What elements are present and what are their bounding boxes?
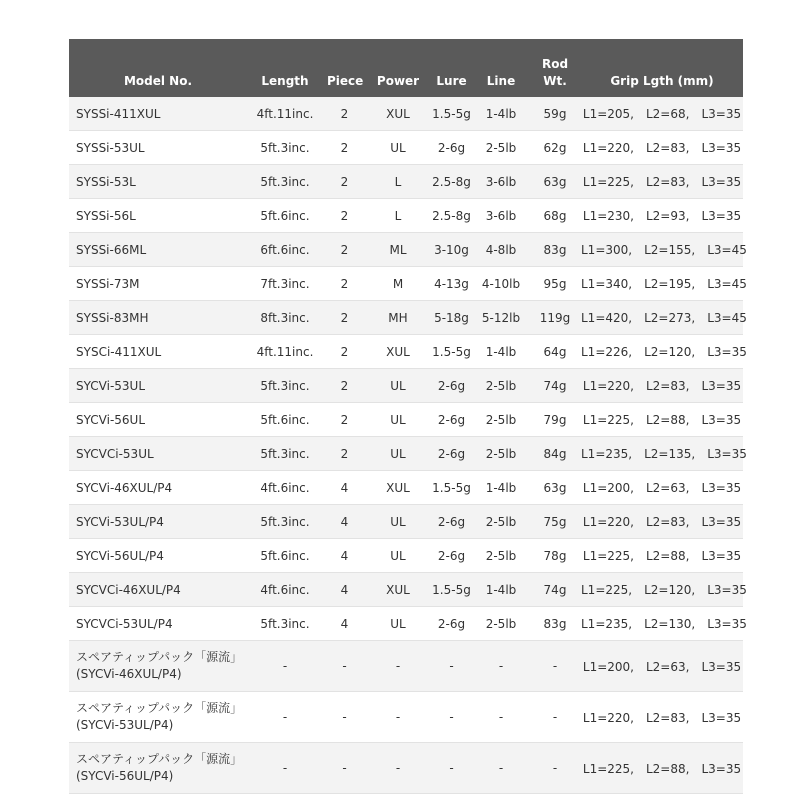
- cell-model-no: SYSSi-53UL: [69, 131, 247, 165]
- cell-power: XUL: [366, 471, 430, 505]
- cell-lure: 1.5-5g: [430, 573, 473, 607]
- cell-piece: 4: [323, 539, 366, 573]
- cell-length: 4ft.6inc.: [247, 471, 323, 505]
- table-row: [69, 403, 743, 437]
- cell-power: -: [366, 743, 430, 794]
- cell-grip-length: L1=235, L2=135, L3=35: [581, 437, 743, 471]
- cell-line: -: [473, 692, 529, 743]
- cell-piece: -: [323, 692, 366, 743]
- cell-model-no: SYSSi-56L: [69, 199, 247, 233]
- cell-power: XUL: [366, 97, 430, 131]
- cell-lure: 2-6g: [430, 403, 473, 437]
- cell-power: UL: [366, 403, 430, 437]
- cell-grip-length: L1=300, L2=155, L3=45: [581, 233, 743, 267]
- cell-line: 3-6lb: [473, 199, 529, 233]
- cell-grip-length: L1=225, L2=88, L3=35: [581, 743, 743, 794]
- cell-rod-weight: 68g: [529, 199, 581, 233]
- cell-lure: 1.5-5g: [430, 97, 473, 131]
- cell-power: XUL: [366, 573, 430, 607]
- cell-power: ML: [366, 233, 430, 267]
- cell-line: 2-5lb: [473, 369, 529, 403]
- cell-model-no: スペアティップパック「源流」 (SYCVi-53UL/P4): [69, 692, 247, 743]
- cell-piece: 4: [323, 607, 366, 641]
- header-line: Line: [473, 39, 529, 97]
- cell-lure: -: [430, 641, 473, 692]
- cell-piece: 2: [323, 335, 366, 369]
- cell-lure: 2.5-8g: [430, 165, 473, 199]
- cell-rod-weight: -: [529, 743, 581, 794]
- cell-line: -: [473, 743, 529, 794]
- cell-power: UL: [366, 607, 430, 641]
- cell-lure: 2-6g: [430, 607, 473, 641]
- table-row: [69, 692, 743, 743]
- cell-piece: 2: [323, 267, 366, 301]
- cell-power: UL: [366, 369, 430, 403]
- cell-line: 4-8lb: [473, 233, 529, 267]
- cell-length: 8ft.3inc.: [247, 301, 323, 335]
- cell-length: -: [247, 641, 323, 692]
- cell-model-no: SYSSi-83MH: [69, 301, 247, 335]
- cell-line: 2-5lb: [473, 505, 529, 539]
- cell-model-no: SYSSi-53L: [69, 165, 247, 199]
- header-lure: Lure: [430, 39, 473, 97]
- cell-length: 4ft.11inc.: [247, 335, 323, 369]
- cell-rod-weight: 59g: [529, 97, 581, 131]
- table-row: [69, 165, 743, 199]
- cell-grip-length: L1=230, L2=93, L3=35: [581, 199, 743, 233]
- header-length: Length: [247, 39, 323, 97]
- cell-model-no: SYCVi-56UL/P4: [69, 539, 247, 573]
- cell-piece: 4: [323, 505, 366, 539]
- cell-lure: 2.5-8g: [430, 199, 473, 233]
- cell-rod-weight: 63g: [529, 471, 581, 505]
- cell-power: MH: [366, 301, 430, 335]
- cell-rod-weight: -: [529, 641, 581, 692]
- cell-rod-weight: 83g: [529, 607, 581, 641]
- cell-length: 5ft.3inc.: [247, 607, 323, 641]
- header-grip-length: Grip Lgth (mm): [581, 39, 743, 97]
- table-row: [69, 199, 743, 233]
- table-row: [69, 607, 743, 641]
- cell-line: 2-5lb: [473, 403, 529, 437]
- cell-piece: 2: [323, 165, 366, 199]
- cell-model-no: SYCVCi-46XUL/P4: [69, 573, 247, 607]
- table-row: [69, 743, 743, 794]
- cell-length: 5ft.6inc.: [247, 199, 323, 233]
- cell-length: -: [247, 692, 323, 743]
- header-model-no: Model No.: [69, 39, 247, 97]
- cell-rod-weight: 95g: [529, 267, 581, 301]
- cell-grip-length: L1=225, L2=120, L3=35: [581, 573, 743, 607]
- cell-lure: 2-6g: [430, 437, 473, 471]
- cell-length: 5ft.3inc.: [247, 505, 323, 539]
- cell-piece: 2: [323, 97, 366, 131]
- cell-power: -: [366, 641, 430, 692]
- cell-piece: 4: [323, 573, 366, 607]
- cell-length: 6ft.6inc.: [247, 233, 323, 267]
- cell-line: 4-10lb: [473, 267, 529, 301]
- table-row: [69, 335, 743, 369]
- cell-grip-length: L1=220, L2=83, L3=35: [581, 692, 743, 743]
- table-row: [69, 369, 743, 403]
- cell-power: UL: [366, 505, 430, 539]
- cell-model-no: SYSCi-411XUL: [69, 335, 247, 369]
- cell-lure: 3-10g: [430, 233, 473, 267]
- cell-rod-weight: -: [529, 692, 581, 743]
- cell-grip-length: L1=225, L2=88, L3=35: [581, 403, 743, 437]
- cell-length: 5ft.3inc.: [247, 369, 323, 403]
- cell-length: -: [247, 743, 323, 794]
- cell-model-no: SYCVi-53UL/P4: [69, 505, 247, 539]
- table-header: [69, 39, 743, 97]
- cell-lure: 1.5-5g: [430, 471, 473, 505]
- cell-rod-weight: 74g: [529, 573, 581, 607]
- cell-lure: -: [430, 743, 473, 794]
- cell-grip-length: L1=220, L2=83, L3=35: [581, 369, 743, 403]
- cell-grip-length: L1=420, L2=273, L3=45: [581, 301, 743, 335]
- cell-piece: 2: [323, 369, 366, 403]
- cell-line: 1-4lb: [473, 97, 529, 131]
- cell-rod-weight: 74g: [529, 369, 581, 403]
- cell-rod-weight: 84g: [529, 437, 581, 471]
- cell-piece: 2: [323, 403, 366, 437]
- cell-length: 4ft.11inc.: [247, 97, 323, 131]
- cell-model-no: SYSSi-73M: [69, 267, 247, 301]
- table-row: [69, 471, 743, 505]
- table-row: [69, 641, 743, 692]
- cell-line: 1-4lb: [473, 573, 529, 607]
- cell-line: 5-12lb: [473, 301, 529, 335]
- cell-lure: 2-6g: [430, 505, 473, 539]
- cell-grip-length: L1=235, L2=130, L3=35: [581, 607, 743, 641]
- cell-power: M: [366, 267, 430, 301]
- cell-grip-length: L1=340, L2=195, L3=45: [581, 267, 743, 301]
- table-row: [69, 505, 743, 539]
- header-power: Power: [366, 39, 430, 97]
- cell-line: 2-5lb: [473, 539, 529, 573]
- cell-line: 2-5lb: [473, 437, 529, 471]
- cell-piece: 2: [323, 131, 366, 165]
- cell-grip-length: L1=225, L2=88, L3=35: [581, 539, 743, 573]
- cell-piece: 2: [323, 437, 366, 471]
- header-row: [69, 39, 743, 97]
- cell-length: 4ft.6inc.: [247, 573, 323, 607]
- cell-lure: 2-6g: [430, 539, 473, 573]
- cell-rod-weight: 79g: [529, 403, 581, 437]
- table-body: [69, 97, 747, 794]
- cell-power: XUL: [366, 335, 430, 369]
- cell-length: 5ft.3inc.: [247, 131, 323, 165]
- cell-grip-length: L1=226, L2=120, L3=35: [581, 335, 743, 369]
- cell-lure: 2-6g: [430, 369, 473, 403]
- cell-power: L: [366, 165, 430, 199]
- cell-rod-weight: 64g: [529, 335, 581, 369]
- cell-grip-length: L1=200, L2=63, L3=35: [581, 471, 743, 505]
- cell-model-no: SYCVCi-53UL/P4: [69, 607, 247, 641]
- rod-spec-table: [69, 39, 747, 794]
- cell-grip-length: L1=225, L2=83, L3=35: [581, 165, 743, 199]
- cell-rod-weight: 83g: [529, 233, 581, 267]
- cell-piece: 4: [323, 471, 366, 505]
- table-row: [69, 301, 743, 335]
- cell-model-no: SYCVi-56UL: [69, 403, 247, 437]
- cell-model-no: SYCVCi-53UL: [69, 437, 247, 471]
- header-rod-weight: Rod Wt.: [529, 39, 581, 97]
- cell-piece: 2: [323, 301, 366, 335]
- table-row: [69, 267, 743, 301]
- cell-power: UL: [366, 437, 430, 471]
- cell-rod-weight: 119g: [529, 301, 581, 335]
- table-row: [69, 573, 743, 607]
- cell-power: -: [366, 692, 430, 743]
- cell-power: UL: [366, 539, 430, 573]
- cell-model-no: SYSSi-66ML: [69, 233, 247, 267]
- cell-power: UL: [366, 131, 430, 165]
- cell-model-no: SYCVi-46XUL/P4: [69, 471, 247, 505]
- cell-lure: 4-13g: [430, 267, 473, 301]
- cell-piece: 2: [323, 233, 366, 267]
- cell-line: -: [473, 641, 529, 692]
- cell-grip-length: L1=200, L2=63, L3=35: [581, 641, 743, 692]
- cell-length: 7ft.3inc.: [247, 267, 323, 301]
- cell-rod-weight: 78g: [529, 539, 581, 573]
- table-row: [69, 97, 743, 131]
- cell-line: 2-5lb: [473, 607, 529, 641]
- cell-lure: 2-6g: [430, 131, 473, 165]
- cell-grip-length: L1=220, L2=83, L3=35: [581, 505, 743, 539]
- header-piece: Piece: [323, 39, 366, 97]
- cell-lure: 5-18g: [430, 301, 473, 335]
- cell-line: 1-4lb: [473, 335, 529, 369]
- cell-grip-length: L1=220, L2=83, L3=35: [581, 131, 743, 165]
- cell-model-no: スペアティップパック「源流」 (SYCVi-46XUL/P4): [69, 641, 247, 692]
- cell-length: 5ft.3inc.: [247, 165, 323, 199]
- cell-rod-weight: 75g: [529, 505, 581, 539]
- cell-model-no: スペアティップパック「源流」 (SYCVi-56UL/P4): [69, 743, 247, 794]
- cell-length: 5ft.6inc.: [247, 539, 323, 573]
- table-row: [69, 539, 743, 573]
- cell-lure: -: [430, 692, 473, 743]
- table-row: [69, 131, 743, 165]
- cell-power: L: [366, 199, 430, 233]
- cell-line: 1-4lb: [473, 471, 529, 505]
- cell-line: 2-5lb: [473, 131, 529, 165]
- cell-piece: -: [323, 743, 366, 794]
- table-row: [69, 233, 743, 267]
- cell-line: 3-6lb: [473, 165, 529, 199]
- cell-rod-weight: 63g: [529, 165, 581, 199]
- cell-length: 5ft.3inc.: [247, 437, 323, 471]
- cell-model-no: SYCVi-53UL: [69, 369, 247, 403]
- cell-piece: 2: [323, 199, 366, 233]
- cell-model-no: SYSSi-411XUL: [69, 97, 247, 131]
- cell-lure: 1.5-5g: [430, 335, 473, 369]
- cell-length: 5ft.6inc.: [247, 403, 323, 437]
- cell-rod-weight: 62g: [529, 131, 581, 165]
- cell-piece: -: [323, 641, 366, 692]
- table-row: [69, 437, 743, 471]
- cell-grip-length: L1=205, L2=68, L3=35: [581, 97, 743, 131]
